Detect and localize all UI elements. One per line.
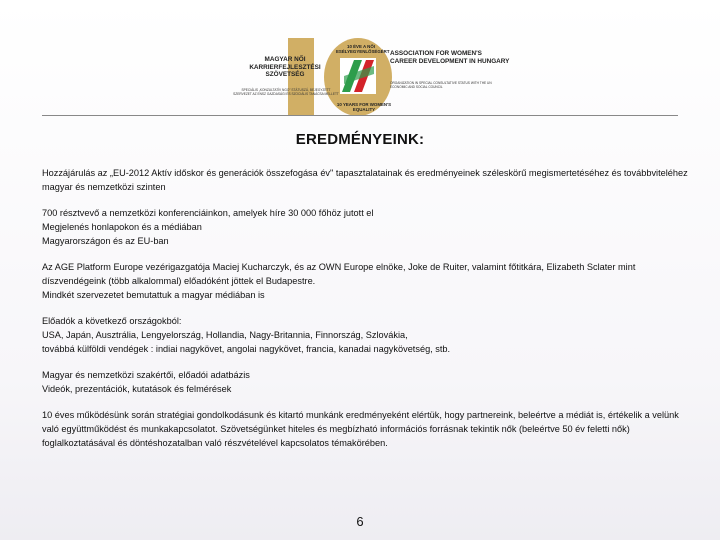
logo-en-name: ASSOCIATION FOR WOMEN'S CAREER DEVELOPMENT IN HUNGARY xyxy=(390,50,510,65)
paragraph-line: Magyarországon és az EU-ban xyxy=(42,236,169,246)
paragraph-line: Magyar és nemzetközi szakértői, előadói adatbázis xyxy=(42,370,250,380)
organization-logo xyxy=(232,40,510,116)
paragraph-line: Videók, prezentációk, kutatások és felmérések xyxy=(42,384,232,394)
header-divider xyxy=(42,115,678,116)
paragraph-line: 700 résztvevő a nemzetközi konferenciáinkon, amelyek híre 30 000 főhöz jutott el xyxy=(42,208,374,218)
page-title: EREDMÉNYEINK: xyxy=(295,131,425,148)
paragraph-line: USA, Japán, Ausztrália, Lengyelország, Hollandia, Nagy-Britannia, Finnország, Szlovákia, xyxy=(42,330,408,340)
logo-hu-name: MAGYAR NŐI KARRIERFEJLESZTÉSI SZÖVETSÉG xyxy=(249,56,321,79)
logo-hu-tagline: 10 ÉVE A NŐI ESÉLYEGYENLŐSÉGÉRT xyxy=(336,44,390,55)
paragraph-ten-years xyxy=(42,408,690,450)
logo-hu-subtitle: SPECIÁLIS „KONZULTATÍV NGO" STÁTUSZÚ, BEJEGYZETT SZERVEZET AZ ENSZ GAZDASÁGI ÉS SZOCIÁLIS TANÁCSA MELLETT xyxy=(233,88,339,96)
results-body xyxy=(42,166,690,462)
paragraph-contribution xyxy=(42,166,690,194)
paragraph-conferences xyxy=(42,206,690,248)
logo-en-subtitle: ORGANIZATION IN SPECIAL CONSULTATIVE STATUS WITH THE UN ECONOMIC AND SOCIAL COUNCIL xyxy=(390,81,492,89)
paragraph-line: Előadók a következő országokból: xyxy=(42,316,182,326)
paragraph-line: Az AGE Platform Europe vezérigazgatója Maciej Kucharczyk, és az OWN Europe elnöke, Joke de Ruiter, valamint főtitkára, Elizabeth Sclater mint díszvendégeink (több alkalommal) előadóként jöttek el Budapestre. xyxy=(42,262,636,286)
paragraph-line: Megjelenés honlapokon és a médiában xyxy=(42,222,202,232)
paragraph-line: Mindkét szervezetet bemutattuk a magyar médiában is xyxy=(42,290,265,300)
page-number: 6 xyxy=(356,514,364,529)
paragraph-database xyxy=(42,368,690,396)
paragraph-line: Hozzájárulás az „EU-2012 Aktív időskor és generációk összefogása év" tapasztalatainak és eredményeinek széleskörű megismertetéséhez és továbbviteléhez magyar és nemzetközi szinten xyxy=(42,168,688,192)
paragraph-speakers xyxy=(42,314,690,356)
paragraph-line: továbbá külföldi vendégek : indiai nagykövet, angolai nagykövet, francia, kanadai nagykövetség, stb. xyxy=(42,344,451,354)
paragraph-line: 10 éves működésünk során stratégiai gondolkodásunk és kitartó munkánk eredményeként elértük, hogy partnereink, beleértve a médiát is, értékelik a velünk való együttműködést és munkakapcsolatot. Szövetségünket hiteles és megbízható információs forrásnak tekintik nők (beleértve 50 év feletti nők) foglalkoztatásával és döntéshozatalban való részvételével kapcsolatos témakörében. xyxy=(42,410,679,448)
paragraph-guests xyxy=(42,260,690,302)
logo-en-tagline: 10 YEARS FOR WOMEN'S EQUALITY xyxy=(336,102,392,113)
